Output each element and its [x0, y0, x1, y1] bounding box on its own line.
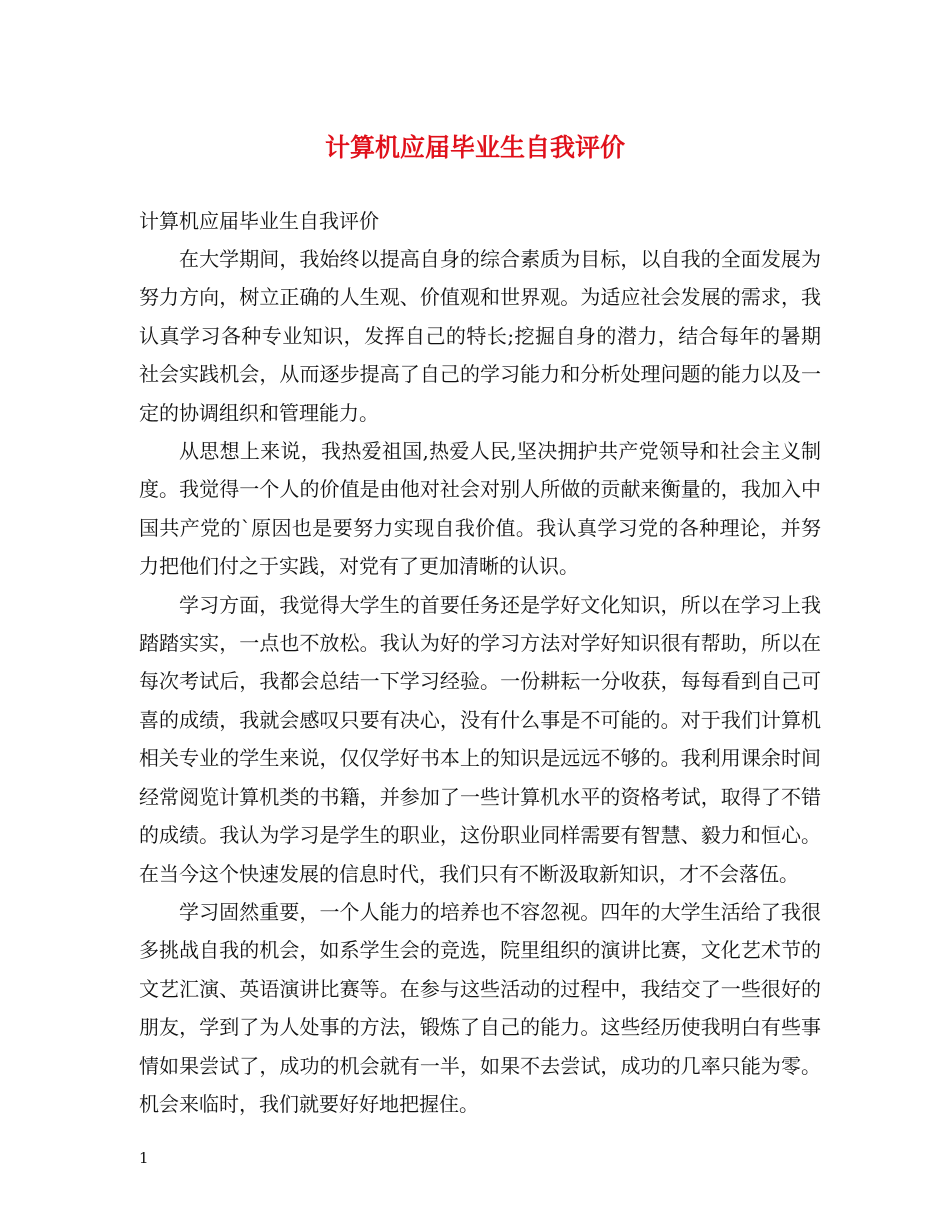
paragraph-learning: 学习方面，我觉得大学生的首要任务还是学好文化知识，所以在学习上我踏踏实实，一点也不放松。我认为好的学习方法对学好知识很有帮助，所以在每次考试后，我都会总结一下学习经验。一份耕耘一分收获，每每看到自己可喜的成绩，我就会感叹只要有决心，没有什么事是不可能的。对于我们计算机相关专业的学生来说，仅仅学好书本上的知识是远远不够的。我利用课余时间经常阅览计算机类的书籍，并参加了一些计算机水平的资格考试，取得了不错的成绩。我认为学习是学生的职业，这份职业同样需要有智慧、毅力和恒心。在当今这个快速发展的信息时代，我们只有不断汲取新知识，才不会落伍。	[139, 592, 821, 886]
document-subtitle: 计算机应届毕业生自我评价	[139, 209, 379, 233]
paragraph-ideology: 从思想上来说，我热爱祖国,热爱人民,坚决拥护共产党领导和社会主义制度。我觉得一个人的价值是由他对社会对别人所做的贡献来衡量的，我加入中国共产党的`原因也是要努力实现自我价值。我认真学习党的各种理论，并努力把他们付之于实践，对党有了更加清晰的认识。	[139, 439, 821, 579]
document-body	[139, 202, 821, 1123]
paragraph-study-goals: 在大学期间，我始终以提高自身的综合素质为目标，以自我的全面发展为努力方向，树立正确的人生观、价值观和世界观。为适应社会发展的需求，我认真学习各种专业知识，发挥自己的特长;挖掘自身的潜力，结合每年的暑期社会实践机会，从而逐步提高了自己的学习能力和分析处理问题的能力以及一定的协调组织和管理能力。	[139, 247, 821, 425]
page-number: 1	[139, 1149, 149, 1167]
document-title: 计算机应届毕业生自我评价	[324, 133, 625, 162]
paragraph-abilities: 学习固然重要，一个人能力的培养也不容忽视。四年的大学生活给了我很多挑战自我的机会，如系学生会的竞选，院里组织的演讲比赛，文化艺术节的文艺汇演、英语演讲比赛等。在参与这些活动的过程中，我结交了一些很好的朋友，学到了为人处事的方法，锻炼了自己的能力。这些经历使我明白有些事情如果尝试了，成功的机会就有一半，如果不去尝试，成功的几率只能为零。机会来临时，我们就要好好地把握住。	[139, 899, 821, 1116]
